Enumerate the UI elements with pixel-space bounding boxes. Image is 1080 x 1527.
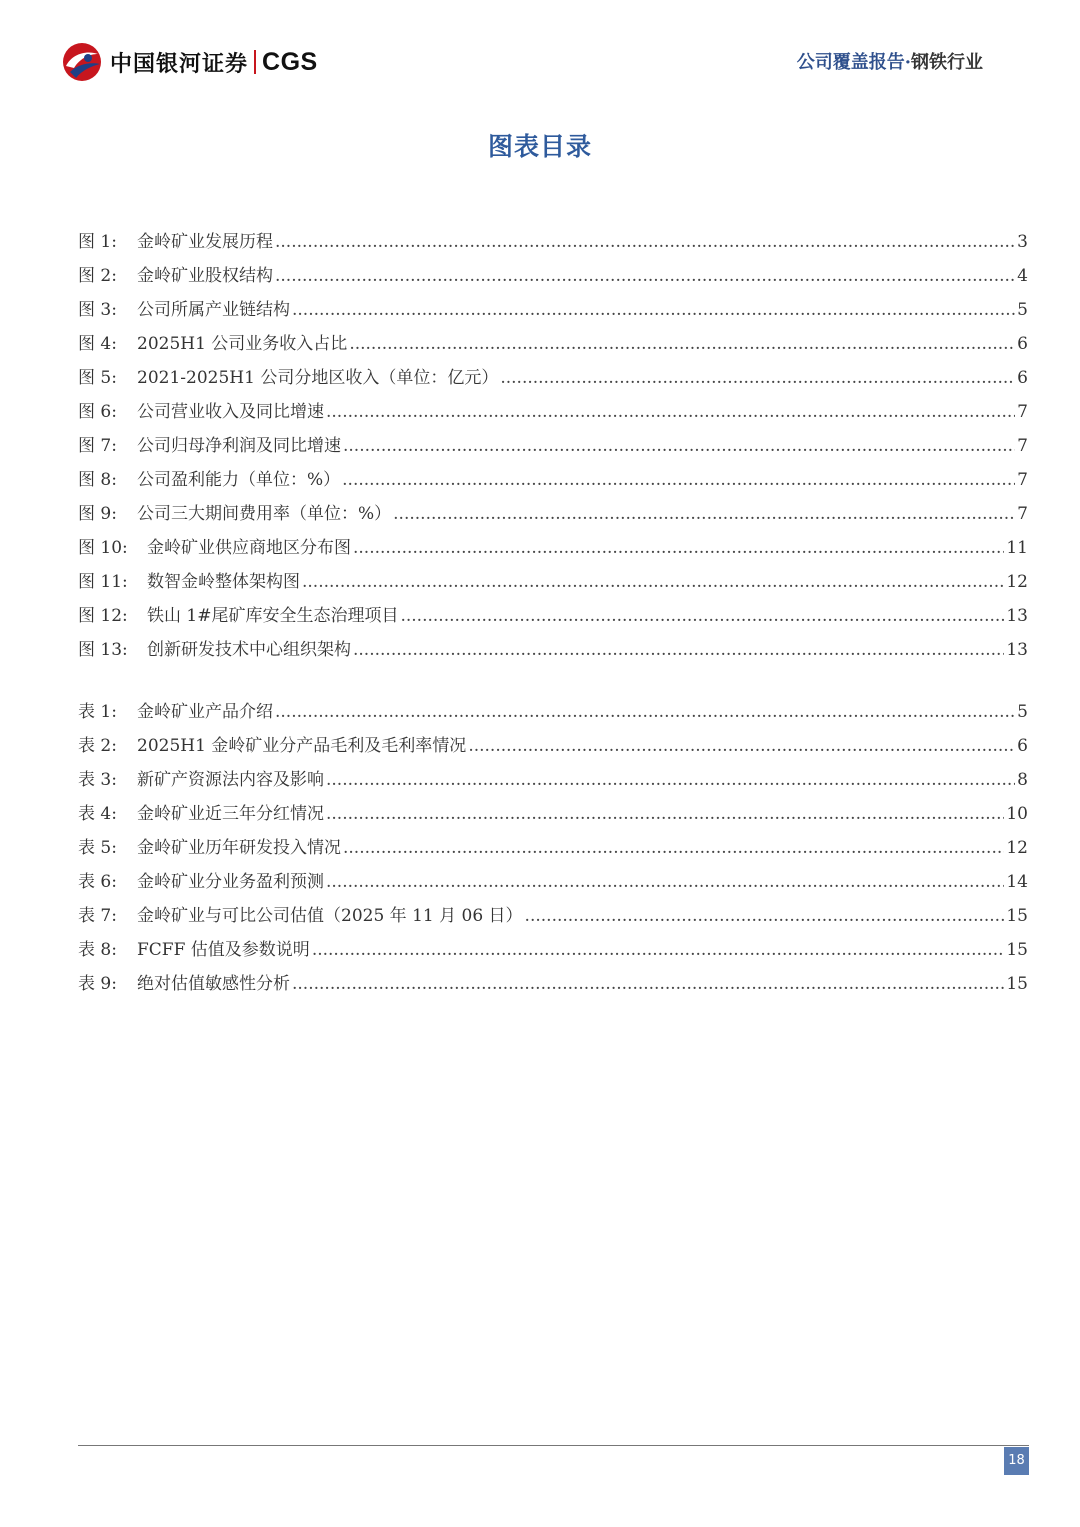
entry-title: 金岭矿业近三年分红情况 <box>137 804 324 824</box>
leader-dots <box>302 565 1004 599</box>
figure-list <box>78 225 1028 667</box>
entry-label: 图 13: <box>78 640 128 660</box>
entry-title: 2021-2025H1 公司分地区收入（单位：亿元） <box>137 368 499 388</box>
entry-page: 6 <box>1017 368 1028 388</box>
entry-label: 图 8: <box>78 470 117 490</box>
entry-title: 公司盈利能力（单位：%） <box>137 470 341 490</box>
leader-dots <box>353 633 1004 667</box>
entry-title: 公司营业收入及同比增速 <box>137 402 324 422</box>
entry-title: 数智金岭整体架构图 <box>147 572 300 592</box>
leader-dots <box>500 361 1015 395</box>
logo-english-name: CGS <box>262 47 318 76</box>
toc-entry[interactable] <box>78 599 1028 633</box>
leader-dots <box>275 259 1015 293</box>
leader-dots <box>400 599 1004 633</box>
leader-dots <box>393 497 1015 531</box>
leader-dots <box>349 327 1015 361</box>
leader-dots <box>343 831 1004 865</box>
entry-title: 金岭矿业与可比公司估值（2025 年 11 月 06 日） <box>137 906 523 926</box>
entry-title: 2025H1 公司业务收入占比 <box>137 334 348 354</box>
leader-dots <box>343 429 1015 463</box>
leader-dots <box>292 293 1015 327</box>
toc-entry[interactable] <box>78 225 1028 259</box>
entry-title: 2025H1 金岭矿业分产品毛利及毛利率情况 <box>137 736 467 756</box>
entry-label: 表 3: <box>78 770 117 790</box>
entry-title: FCFF 估值及参数说明 <box>137 940 310 960</box>
leader-dots <box>525 899 1005 933</box>
entry-page: 13 <box>1006 640 1028 660</box>
entry-label: 表 4: <box>78 804 117 824</box>
entry-label: 图 1: <box>78 232 117 252</box>
leader-dots <box>326 395 1015 429</box>
leader-dots <box>275 225 1015 259</box>
entry-label: 表 7: <box>78 906 117 926</box>
entry-page: 7 <box>1017 470 1028 490</box>
toc-entry[interactable] <box>78 429 1028 463</box>
entry-page: 6 <box>1017 334 1028 354</box>
entry-title: 公司所属产业链结构 <box>137 300 290 320</box>
entry-title: 新矿产资源法内容及影响 <box>137 770 324 790</box>
entry-page: 13 <box>1006 606 1028 626</box>
entry-title: 铁山 1#尾矿库安全生态治理项目 <box>147 606 399 626</box>
toc-entry[interactable] <box>78 531 1028 565</box>
entry-page: 15 <box>1006 906 1028 926</box>
entry-page: 6 <box>1017 736 1028 756</box>
entry-page: 7 <box>1017 504 1028 524</box>
entry-label: 图 5: <box>78 368 117 388</box>
toc-entry[interactable] <box>78 565 1028 599</box>
entry-page: 7 <box>1017 436 1028 456</box>
entry-page: 10 <box>1006 804 1028 824</box>
leader-dots <box>312 933 1005 967</box>
page-header <box>0 0 1080 100</box>
report-type: 公司覆盖报告· <box>796 52 911 73</box>
entry-page: 15 <box>1006 940 1028 960</box>
entry-page: 7 <box>1017 402 1028 422</box>
entry-title: 创新研发技术中心组织架构 <box>147 640 351 660</box>
leader-dots <box>326 865 1004 899</box>
leader-dots <box>326 797 1004 831</box>
entry-label: 图 4: <box>78 334 117 354</box>
entry-title: 金岭矿业股权结构 <box>137 266 273 286</box>
toc-entry[interactable] <box>78 293 1028 327</box>
entry-label: 图 6: <box>78 402 117 422</box>
entry-label: 表 9: <box>78 974 117 994</box>
toc-entry[interactable] <box>78 763 1028 797</box>
entry-label: 表 5: <box>78 838 117 858</box>
page-title: 图表目录 <box>487 132 592 161</box>
logo-chinese-name: 中国银河证券 <box>110 51 249 77</box>
logo-divider <box>254 50 256 74</box>
entry-title: 金岭矿业历年研发投入情况 <box>137 838 341 858</box>
leader-dots <box>353 531 1004 565</box>
page-number: 18 <box>1004 1447 1029 1475</box>
industry-label: 钢铁行业 <box>911 52 983 73</box>
entry-label: 图 9: <box>78 504 117 524</box>
entry-title: 金岭矿业产品介绍 <box>137 702 273 722</box>
toc-entry[interactable] <box>78 395 1028 429</box>
cgs-logo-icon <box>60 40 104 84</box>
company-logo <box>60 40 318 84</box>
toc-entry[interactable] <box>78 933 1028 967</box>
entry-label: 图 2: <box>78 266 117 286</box>
toc-entry[interactable] <box>78 361 1028 395</box>
entry-page: 8 <box>1017 770 1028 790</box>
leader-dots <box>342 463 1015 497</box>
entry-page: 12 <box>1006 838 1028 858</box>
entry-label: 图 12: <box>78 606 128 626</box>
entry-page: 4 <box>1017 266 1028 286</box>
leader-dots <box>292 967 1004 1001</box>
entry-label: 图 7: <box>78 436 117 456</box>
toc-entry[interactable] <box>78 327 1028 361</box>
entry-label: 表 1: <box>78 702 117 722</box>
entry-page: 3 <box>1017 232 1028 252</box>
entry-title: 金岭矿业发展历程 <box>137 232 273 252</box>
toc-entry[interactable] <box>78 463 1028 497</box>
report-category <box>797 48 983 74</box>
entry-label: 图 3: <box>78 300 117 320</box>
toc-entry[interactable] <box>78 497 1028 531</box>
table-list <box>78 695 1028 1001</box>
entry-label: 表 2: <box>78 736 117 756</box>
footer-divider <box>78 1445 1029 1446</box>
toc-entry[interactable] <box>78 797 1028 831</box>
entry-page: 14 <box>1006 872 1028 892</box>
toc-entry[interactable] <box>78 831 1028 865</box>
toc-entry[interactable] <box>78 695 1028 729</box>
entry-page: 5 <box>1017 300 1028 320</box>
entry-title: 公司归母净利润及同比增速 <box>137 436 341 456</box>
toc-entry[interactable] <box>78 259 1028 293</box>
entry-page: 5 <box>1017 702 1028 722</box>
entry-label: 图 10: <box>78 538 128 558</box>
leader-dots <box>275 695 1015 729</box>
entry-title: 公司三大期间费用率（单位：%） <box>137 504 392 524</box>
entry-page: 12 <box>1006 572 1028 592</box>
toc-entry[interactable] <box>78 899 1028 933</box>
entry-title: 金岭矿业供应商地区分布图 <box>147 538 351 558</box>
toc-entry[interactable] <box>78 633 1028 667</box>
entry-page: 11 <box>1006 538 1028 558</box>
entry-title: 绝对估值敏感性分析 <box>137 974 290 994</box>
leader-dots <box>326 763 1015 797</box>
toc-entry[interactable] <box>78 967 1028 1001</box>
entry-label: 图 11: <box>78 572 128 592</box>
entry-label: 表 8: <box>78 940 117 960</box>
entry-title: 金岭矿业分业务盈利预测 <box>137 872 324 892</box>
leader-dots <box>468 729 1015 763</box>
entry-label: 表 6: <box>78 872 117 892</box>
entry-page: 15 <box>1006 974 1028 994</box>
toc-entry[interactable] <box>78 865 1028 899</box>
toc-entry[interactable] <box>78 729 1028 763</box>
